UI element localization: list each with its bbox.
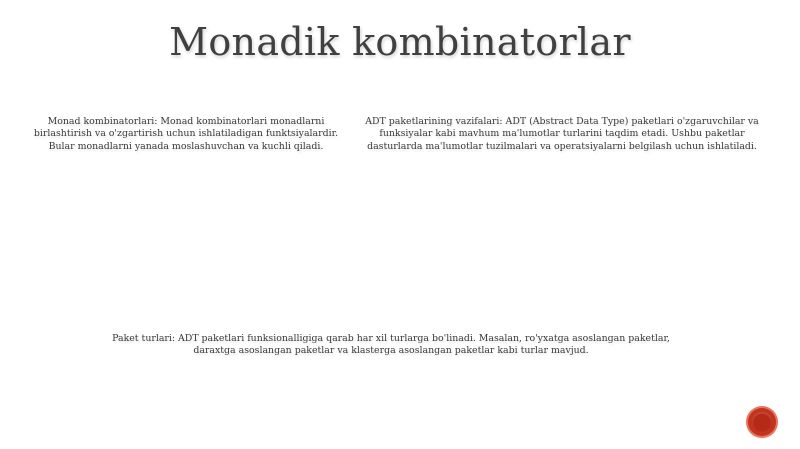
circle-nav-inner [752,412,772,432]
left-paragraph: Monad kombinatorlari: Monad kombinatorlari monadlarni birlashtirish va o'zgartirish uchun ishlatiladigan funktsiyalardir. Bular monadlarni yanada moslashuvchan va kuchli qiladi. [33,116,339,152]
right-paragraph: ADT paketlarining vazifalari: ADT (Abstract Data Type) paketlari o'zgaruvchilar va funksiyalar kabi mavhum ma'lumotlar turlarini taqdim etadi. Ushbu paketlar dasturlarda ma'lumotlar tuzilmalari va operatsiyalarni belgilash uchun ishlatiladi. [365,116,759,152]
slide-title: Monadik kombinatorlar [169,20,631,64]
circle-nav-icon[interactable] [748,408,776,436]
bottom-paragraph: Paket turlari: ADT paketlari funksionalligiga qarab har xil turlarga bo'linadi. Masalan, ro'yxatga asoslangan paketlar, daraxtga asoslangan paketlar va klasterga asoslangan paketlar kabi turlar mavjud. [112,333,670,357]
